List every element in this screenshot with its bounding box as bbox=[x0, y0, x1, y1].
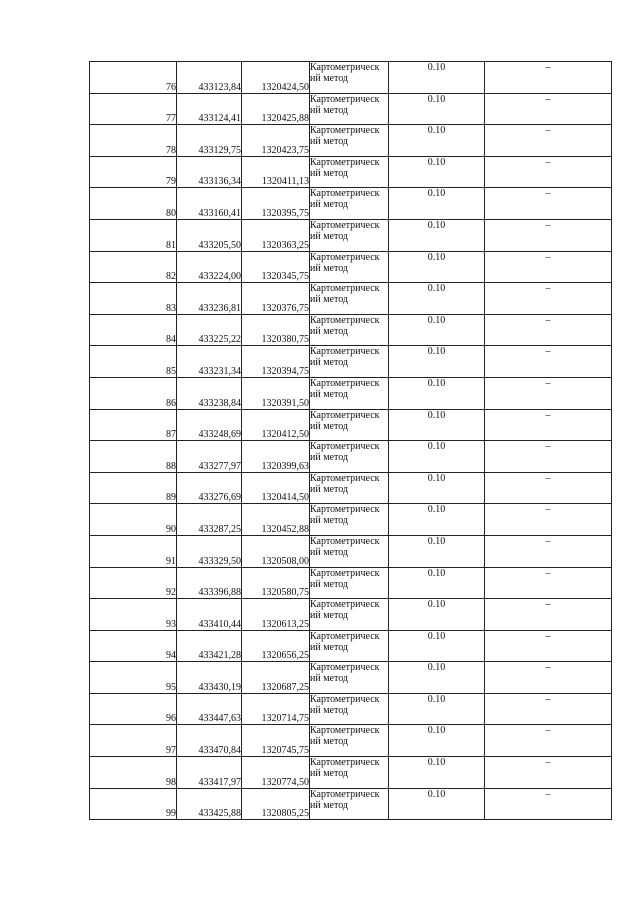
method-cell bbox=[310, 283, 389, 315]
accuracy-cell: 0.10 bbox=[389, 188, 485, 220]
point-number-cell: 93 bbox=[90, 599, 177, 631]
point-number-cell: 98 bbox=[90, 757, 177, 789]
coordinate-y-cell: 1320805,25 bbox=[242, 788, 310, 820]
note-cell: – bbox=[485, 725, 612, 757]
table-row bbox=[90, 377, 612, 409]
accuracy-cell: 0.10 bbox=[389, 283, 485, 315]
point-number-cell: 80 bbox=[90, 188, 177, 220]
method-text: Картометрическ ий метод bbox=[310, 62, 380, 84]
coordinate-x-cell: 433129,75 bbox=[177, 125, 242, 157]
coordinate-y-cell: 1320395,75 bbox=[242, 188, 310, 220]
note-cell: – bbox=[485, 251, 612, 283]
coordinate-y-cell: 1320412,50 bbox=[242, 409, 310, 441]
method-cell bbox=[310, 630, 389, 662]
method-text: Картометрическ ий метод bbox=[310, 788, 380, 811]
accuracy-cell: 0.10 bbox=[389, 314, 485, 346]
method-text: Картометрическ ий метод bbox=[310, 472, 380, 495]
method-cell bbox=[310, 346, 389, 378]
coordinate-x-cell: 433447,63 bbox=[177, 693, 242, 725]
point-number-cell: 79 bbox=[90, 156, 177, 188]
method-text: Картометрическ ий метод bbox=[310, 283, 380, 306]
point-number-cell: 95 bbox=[90, 662, 177, 694]
coordinate-y-cell: 1320580,75 bbox=[242, 567, 310, 599]
accuracy-cell: 0.10 bbox=[389, 156, 485, 188]
accuracy-cell: 0.10 bbox=[389, 377, 485, 409]
accuracy-cell: 0.10 bbox=[389, 125, 485, 157]
accuracy-cell: 0.10 bbox=[389, 788, 485, 820]
method-cell bbox=[310, 156, 389, 188]
table-row bbox=[90, 93, 612, 125]
method-text: Картометрическ ий метод bbox=[310, 219, 380, 242]
note-cell: – bbox=[485, 535, 612, 567]
note-cell: – bbox=[485, 219, 612, 251]
point-number-cell: 87 bbox=[90, 409, 177, 441]
table-row bbox=[90, 125, 612, 157]
accuracy-cell: 0.10 bbox=[389, 409, 485, 441]
table-row bbox=[90, 535, 612, 567]
coordinate-y-cell: 1320411,13 bbox=[242, 156, 310, 188]
table-row bbox=[90, 693, 612, 725]
note-cell: – bbox=[485, 156, 612, 188]
method-cell bbox=[310, 757, 389, 789]
point-number-cell: 91 bbox=[90, 535, 177, 567]
method-cell bbox=[310, 788, 389, 820]
method-cell bbox=[310, 693, 389, 725]
method-cell bbox=[310, 219, 389, 251]
note-cell: – bbox=[485, 504, 612, 536]
coordinates-table bbox=[89, 61, 612, 820]
table-row bbox=[90, 409, 612, 441]
table-row bbox=[90, 441, 612, 473]
accuracy-cell: 0.10 bbox=[389, 62, 485, 94]
note-cell: – bbox=[485, 788, 612, 820]
method-text: Картометрическ ий метод bbox=[310, 535, 380, 558]
coordinate-y-cell: 1320425,88 bbox=[242, 93, 310, 125]
accuracy-cell: 0.10 bbox=[389, 504, 485, 536]
note-cell: – bbox=[485, 346, 612, 378]
method-text: Картометрическ ий метод bbox=[310, 409, 380, 432]
table-row bbox=[90, 472, 612, 504]
method-cell bbox=[310, 93, 389, 125]
table-row bbox=[90, 599, 612, 631]
method-text: Картометрическ ий метод bbox=[310, 346, 380, 369]
method-cell bbox=[310, 535, 389, 567]
table-row bbox=[90, 567, 612, 599]
note-cell: – bbox=[485, 62, 612, 94]
coordinate-x-cell: 433396,88 bbox=[177, 567, 242, 599]
method-cell bbox=[310, 409, 389, 441]
coordinate-x-cell: 433205,50 bbox=[177, 219, 242, 251]
method-text: Картометрическ ий метод bbox=[310, 93, 380, 116]
note-cell: – bbox=[485, 472, 612, 504]
note-cell: – bbox=[485, 283, 612, 315]
table-row bbox=[90, 662, 612, 694]
table-row bbox=[90, 283, 612, 315]
method-cell bbox=[310, 567, 389, 599]
note-cell: – bbox=[485, 188, 612, 220]
coordinate-x-cell: 433160,41 bbox=[177, 188, 242, 220]
method-cell bbox=[310, 314, 389, 346]
accuracy-cell: 0.10 bbox=[389, 725, 485, 757]
coordinate-y-cell: 1320380,75 bbox=[242, 314, 310, 346]
method-cell bbox=[310, 188, 389, 220]
method-cell bbox=[310, 504, 389, 536]
table-row bbox=[90, 188, 612, 220]
coordinate-x-cell: 433410,44 bbox=[177, 599, 242, 631]
coordinate-y-cell: 1320399,63 bbox=[242, 441, 310, 473]
coordinate-y-cell: 1320391,50 bbox=[242, 377, 310, 409]
coordinate-x-cell: 433425,88 bbox=[177, 788, 242, 820]
note-cell: – bbox=[485, 314, 612, 346]
point-number-cell: 78 bbox=[90, 125, 177, 157]
point-number-cell: 90 bbox=[90, 504, 177, 536]
method-text: Картометрическ ий метод bbox=[310, 504, 380, 527]
table-row bbox=[90, 630, 612, 662]
point-number-cell: 92 bbox=[90, 567, 177, 599]
method-cell bbox=[310, 251, 389, 283]
accuracy-cell: 0.10 bbox=[389, 662, 485, 694]
coordinate-x-cell: 433421,28 bbox=[177, 630, 242, 662]
coordinate-y-cell: 1320508,00 bbox=[242, 535, 310, 567]
accuracy-cell: 0.10 bbox=[389, 535, 485, 567]
coordinate-x-cell: 433238,84 bbox=[177, 377, 242, 409]
method-text: Картометрическ ий метод bbox=[310, 156, 380, 179]
accuracy-cell: 0.10 bbox=[389, 693, 485, 725]
accuracy-cell: 0.10 bbox=[389, 630, 485, 662]
method-text: Картометрическ ий метод bbox=[310, 757, 380, 780]
coordinate-y-cell: 1320452,88 bbox=[242, 504, 310, 536]
method-cell bbox=[310, 662, 389, 694]
coordinate-x-cell: 433231,34 bbox=[177, 346, 242, 378]
coordinate-x-cell: 433417,97 bbox=[177, 757, 242, 789]
method-cell bbox=[310, 377, 389, 409]
coordinate-x-cell: 433287,25 bbox=[177, 504, 242, 536]
method-cell bbox=[310, 441, 389, 473]
coordinates-table-body bbox=[90, 62, 612, 820]
method-text: Картометрическ ий метод bbox=[310, 599, 380, 622]
coordinate-y-cell: 1320376,75 bbox=[242, 283, 310, 315]
point-number-cell: 88 bbox=[90, 441, 177, 473]
method-text: Картометрическ ий метод bbox=[310, 314, 380, 337]
note-cell: – bbox=[485, 630, 612, 662]
note-cell: – bbox=[485, 693, 612, 725]
accuracy-cell: 0.10 bbox=[389, 346, 485, 378]
coordinate-x-cell: 433136,34 bbox=[177, 156, 242, 188]
coordinate-y-cell: 1320687,25 bbox=[242, 662, 310, 694]
coordinate-x-cell: 433276,69 bbox=[177, 472, 242, 504]
table-row bbox=[90, 156, 612, 188]
table-row bbox=[90, 504, 612, 536]
point-number-cell: 86 bbox=[90, 377, 177, 409]
coordinate-y-cell: 1320414,50 bbox=[242, 472, 310, 504]
point-number-cell: 94 bbox=[90, 630, 177, 662]
method-text: Картометрическ ий метод bbox=[310, 725, 380, 748]
coordinate-x-cell: 433329,50 bbox=[177, 535, 242, 567]
coordinate-x-cell: 433248,69 bbox=[177, 409, 242, 441]
method-cell bbox=[310, 62, 389, 94]
accuracy-cell: 0.10 bbox=[389, 219, 485, 251]
accuracy-cell: 0.10 bbox=[389, 441, 485, 473]
point-number-cell: 83 bbox=[90, 283, 177, 315]
method-cell bbox=[310, 125, 389, 157]
note-cell: – bbox=[485, 599, 612, 631]
method-cell bbox=[310, 472, 389, 504]
accuracy-cell: 0.10 bbox=[389, 472, 485, 504]
note-cell: – bbox=[485, 125, 612, 157]
accuracy-cell: 0.10 bbox=[389, 567, 485, 599]
method-text: Картометрическ ий метод bbox=[310, 125, 380, 148]
coordinate-x-cell: 433277,97 bbox=[177, 441, 242, 473]
accuracy-cell: 0.10 bbox=[389, 251, 485, 283]
method-text: Картометрическ ий метод bbox=[310, 188, 380, 211]
method-text: Картометрическ ий метод bbox=[310, 630, 380, 653]
coordinate-y-cell: 1320424,50 bbox=[242, 62, 310, 94]
point-number-cell: 97 bbox=[90, 725, 177, 757]
table-row bbox=[90, 346, 612, 378]
point-number-cell: 96 bbox=[90, 693, 177, 725]
accuracy-cell: 0.10 bbox=[389, 93, 485, 125]
point-number-cell: 76 bbox=[90, 62, 177, 94]
note-cell: – bbox=[485, 409, 612, 441]
point-number-cell: 99 bbox=[90, 788, 177, 820]
coordinate-y-cell: 1320345,75 bbox=[242, 251, 310, 283]
accuracy-cell: 0.10 bbox=[389, 757, 485, 789]
note-cell: – bbox=[485, 93, 612, 125]
coordinate-y-cell: 1320613,25 bbox=[242, 599, 310, 631]
coordinate-y-cell: 1320423,75 bbox=[242, 125, 310, 157]
table-row bbox=[90, 251, 612, 283]
coordinate-x-cell: 433470,84 bbox=[177, 725, 242, 757]
table-row bbox=[90, 62, 612, 94]
point-number-cell: 89 bbox=[90, 472, 177, 504]
coordinate-y-cell: 1320714,75 bbox=[242, 693, 310, 725]
note-cell: – bbox=[485, 757, 612, 789]
method-text: Картометрическ ий метод bbox=[310, 377, 380, 400]
coordinate-x-cell: 433124,41 bbox=[177, 93, 242, 125]
coordinate-x-cell: 433123,84 bbox=[177, 62, 242, 94]
method-text: Картометрическ ий метод bbox=[310, 251, 380, 274]
method-cell bbox=[310, 725, 389, 757]
coordinate-x-cell: 433236,81 bbox=[177, 283, 242, 315]
note-cell: – bbox=[485, 662, 612, 694]
coordinate-y-cell: 1320745,75 bbox=[242, 725, 310, 757]
point-number-cell: 82 bbox=[90, 251, 177, 283]
table-row bbox=[90, 314, 612, 346]
point-number-cell: 85 bbox=[90, 346, 177, 378]
note-cell: – bbox=[485, 567, 612, 599]
coordinate-x-cell: 433430,19 bbox=[177, 662, 242, 694]
table-row bbox=[90, 219, 612, 251]
note-cell: – bbox=[485, 441, 612, 473]
accuracy-cell: 0.10 bbox=[389, 599, 485, 631]
note-cell: – bbox=[485, 377, 612, 409]
method-cell bbox=[310, 599, 389, 631]
table-row bbox=[90, 757, 612, 789]
coordinate-y-cell: 1320363,25 bbox=[242, 219, 310, 251]
coordinate-y-cell: 1320774,50 bbox=[242, 757, 310, 789]
method-text: Картометрическ ий метод bbox=[310, 567, 380, 590]
method-text: Картометрическ ий метод bbox=[310, 693, 380, 716]
table-row bbox=[90, 788, 612, 820]
coordinate-x-cell: 433224,00 bbox=[177, 251, 242, 283]
coordinate-y-cell: 1320394,75 bbox=[242, 346, 310, 378]
point-number-cell: 84 bbox=[90, 314, 177, 346]
table-row bbox=[90, 725, 612, 757]
coordinate-x-cell: 433225,22 bbox=[177, 314, 242, 346]
coordinate-y-cell: 1320656,25 bbox=[242, 630, 310, 662]
method-text: Картометрическ ий метод bbox=[310, 662, 380, 685]
point-number-cell: 77 bbox=[90, 93, 177, 125]
point-number-cell: 81 bbox=[90, 219, 177, 251]
method-text: Картометрическ ий метод bbox=[310, 441, 380, 464]
